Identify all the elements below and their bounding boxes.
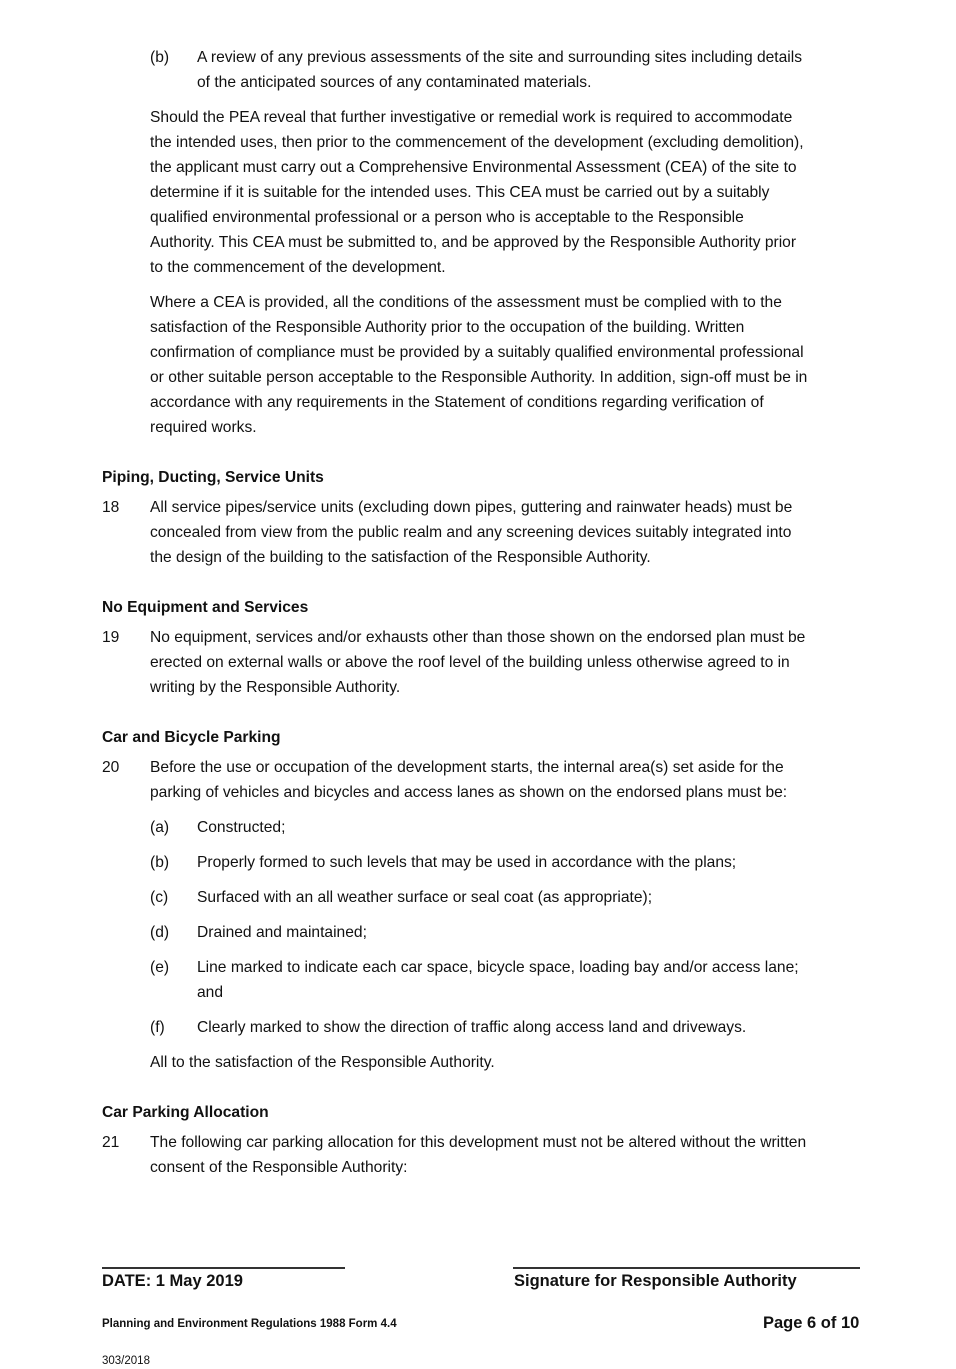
paragraph-line: qualified environmental professional or a person who is acceptable to the Responsible <box>150 209 744 226</box>
condition-number: 20 <box>102 759 120 776</box>
section-heading: Car Parking Allocation <box>102 1104 269 1121</box>
list-item-label: (e) <box>150 959 170 976</box>
condition-text-line: All service pipes/service units (excluding down pipes, guttering and rainwater heads) must be <box>150 499 793 516</box>
list-item-text-line: Line marked to indicate each car space, bicycle space, loading bay and/or access lane; <box>197 959 799 976</box>
condition-number: 19 <box>102 629 120 646</box>
list-item-label: (f) <box>150 1019 165 1036</box>
paragraph-line: satisfaction of the Responsible Authority prior to the occupation of the building. Written <box>150 319 745 336</box>
paragraph-line: accordance with any requirements in the Statement of conditions regarding verification of <box>150 394 764 411</box>
paragraph-line: to the commencement of the development. <box>150 259 446 276</box>
paragraph-line: or other suitable person acceptable to the Responsible Authority. In addition, sign-off must be in <box>150 369 808 386</box>
paragraph-line: determine if it is suitable for the intended uses. This CEA must be carried out by a suitably <box>150 184 770 201</box>
list-item-label: (b) <box>150 854 170 871</box>
condition-text-line: concealed from view from the public realm and any screening devices suitably integrated into <box>150 524 792 541</box>
condition-text-line: No equipment, services and/or exhausts other than those shown on the endorsed plan must be <box>150 629 806 646</box>
paragraph-line: required works. <box>150 419 257 436</box>
condition-text-line: the design of the building to the satisfaction of the Responsible Authority. <box>150 549 651 566</box>
form-label: Planning and Environment Regulations 1988 Form 4.4 <box>102 1318 397 1330</box>
condition-text-line: Before the use or occupation of the development starts, the internal area(s) set aside for the <box>150 759 784 776</box>
date-label: DATE: 1 May 2019 <box>102 1272 243 1290</box>
reference-number: 303/2018 <box>102 1355 150 1367</box>
list-item-label: (d) <box>150 924 170 941</box>
paragraph-line: Where a CEA is provided, all the conditions of the assessment must be complied with to the <box>150 294 782 311</box>
list-item-text-line: and <box>197 984 224 1001</box>
condition-text-line: writing by the Responsible Authority. <box>150 679 401 696</box>
condition-text-line: consent of the Responsible Authority: <box>150 1159 408 1176</box>
list-item-text-line: Drained and maintained; <box>197 924 367 941</box>
paragraph-line: confirmation of compliance must be provided by a suitably qualified environmental professional <box>150 344 804 361</box>
list-item-text-line: Properly formed to such levels that may be used in accordance with the plans; <box>197 854 737 871</box>
signature-label: Signature for Responsible Authority <box>514 1272 797 1290</box>
condition-text-line: erected on external walls or above the roof level of the building unless otherwise agreed to in <box>150 654 790 671</box>
list-item-text-line: A review of any previous assessments of the site and surrounding sites including details <box>197 49 803 66</box>
paragraph-line: Should the PEA reveal that further investigative or remedial work is required to accommodate <box>150 109 793 126</box>
condition-text-line: The following car parking allocation for this development must not be altered without the written <box>150 1134 807 1151</box>
condition-number: 21 <box>102 1134 120 1151</box>
list-item-text-line: Constructed; <box>197 819 286 836</box>
section-heading: Piping, Ducting, Service Units <box>102 469 324 486</box>
paragraph-line: Authority. This CEA must be submitted to, and be approved by the Responsible Authority prior <box>150 234 797 251</box>
section-heading: No Equipment and Services <box>102 599 309 616</box>
list-item-label: (a) <box>150 819 170 836</box>
signature-rule <box>513 1267 860 1269</box>
list-item-text-line: of the anticipated sources of any contaminated materials. <box>197 74 592 91</box>
list-item-label: (b) <box>150 49 170 66</box>
section-heading: Car and Bicycle Parking <box>102 729 281 746</box>
closing-statement: All to the satisfaction of the Responsible Authority. <box>150 1054 495 1071</box>
list-item-text-line: Surfaced with an all weather surface or seal coat (as appropriate); <box>197 889 653 906</box>
condition-number: 18 <box>102 499 120 516</box>
list-item-label: (c) <box>150 889 169 906</box>
paragraph-line: the applicant must carry out a Comprehensive Environmental Assessment (CEA) of the site to <box>150 159 797 176</box>
date-rule <box>102 1267 345 1269</box>
list-item-text-line: Clearly marked to show the direction of traffic along access land and driveways. <box>197 1019 747 1036</box>
paragraph-line: the intended uses, then prior to the commencement of the development (excluding demolition), <box>150 134 804 151</box>
page-number: Page 6 of 10 <box>763 1314 860 1332</box>
condition-text-line: parking of vehicles and bicycles and access lanes as shown on the endorsed plans must be: <box>150 784 788 801</box>
